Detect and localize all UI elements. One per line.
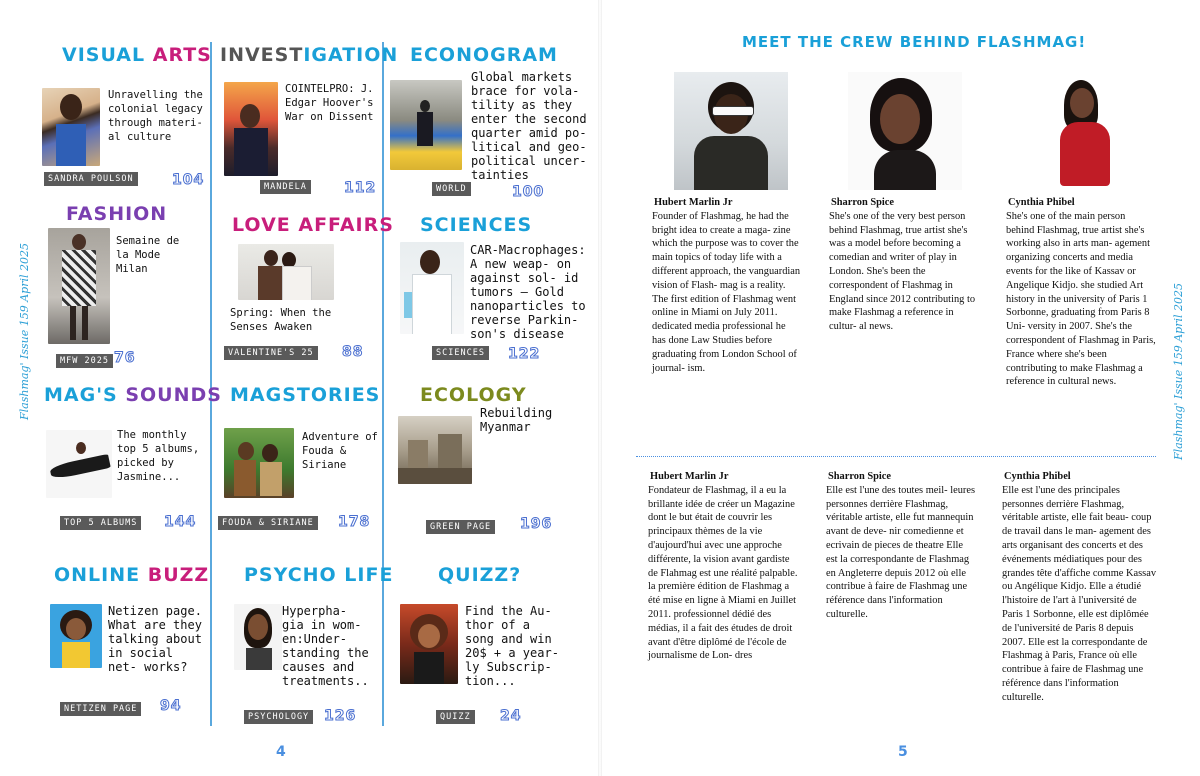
section-title-sciences[interactable]: SCIENCES [420,214,533,236]
psycho-life-image[interactable] [234,604,282,670]
page-ref-122[interactable]: 122 [508,346,541,362]
tag-quizz[interactable]: QUIZZ [436,710,475,724]
title-part: VISUAL [62,44,153,66]
bio-text: Fondateur de Flashmag, il a eu la brillante idée de créer un Magazine dont le but était de couvrir les principaux thèmes de la vie d'aujourd'hui avec une approche différente, la vision avant gardiste de Flahmag est une réalité palpable. la première édition de Flashmag a été mise en ligne à Miami en Juillet 2011. professionnel dédié des médias, il a fait des études de droit avant d'être diplômé de l'école de journalisme de Lon- dres [648,484,798,662]
bio-text: She's one of the main person behind Flashmag, true artist she's working also in arts man- agement organizing concerts and media events for the like of Kassav or Angelique Kidjo. she studied Art history in the university of Paris 1 Sorbonne, graduating from Paris 8 Uni- versity in 2007. She's the correspondent of Flashmag in Paris, France where she's been contributing to make Flashmag a reference in cultural news. [1006,210,1156,388]
spine-text-left: Flashmag' Issue 159 April 2025 [18,243,31,420]
page-ref-126[interactable]: 126 [324,708,357,724]
page-ref-144[interactable]: 144 [164,514,197,530]
bio-en-sharron [829,196,979,334]
section-title-quizz[interactable]: QUIZZ? [438,564,522,586]
bio-text: She's one of the very best person behind Flashmag, true artist she's was a model before becoming a comedian and writer of play in London. She's been the correspondent of Flashmag in England since 2012 contributing to make Flashmag a reference in cultur- al news. [829,210,976,333]
name-hubert: Hubert Marlin Jr [654,197,733,208]
visual-arts-image[interactable] [42,88,100,166]
title-part: IGATION [303,44,399,66]
name-hubert: Hubert Marlin Jr [650,471,729,482]
bio-text: Founder of Flashmag, he had the bright idea to create a maga- zine which the purpose was to cover the main topics of today life with a different approach, the vanguardian vision of Flash- mag is a reality. The first edition of Flashmag went online in Miami on July 2011. dedicated media professional he has done Law Studies before graduating from London School of journal- ism. [652,210,801,374]
ecology-image[interactable] [398,416,472,484]
quizz-text: Find the Au- thor of a song and win 20$ + a year- ly Subscrip- tion... [465,604,559,688]
section-title-visual-arts[interactable] [62,44,212,66]
title-part: MAG'S [44,384,126,406]
section-title-econogram[interactable]: ECONOGRAM [410,44,558,66]
name-cynthia: Cynthia Phibel [1008,197,1075,208]
name-sharron: Sharron Spice [831,197,895,208]
tag-mandela[interactable]: MANDELA [260,180,311,194]
econogram-text: Global markets brace for vola- tility as they enter the second quarter amid po- litical and geo- political uncer- tainties [471,70,587,182]
title-part: INVEST [220,44,304,66]
mags-sounds-image[interactable] [46,430,112,498]
mags-sounds-text: The monthly top 5 albums, picked by Jasmine... [117,429,200,483]
sciences-image[interactable] [400,242,464,334]
page-gutter [598,0,602,776]
page-ref-112[interactable]: 112 [344,180,377,196]
tag-green-page[interactable]: GREEN PAGE [426,520,495,534]
name-cynthia: Cynthia Phibel [1004,471,1071,482]
spine-text-right: Flashmag' Issue 159 April 2025 [1172,283,1185,460]
page-ref-178[interactable]: 178 [338,514,371,530]
tag-world[interactable]: WORLD [432,182,471,196]
page-ref-100[interactable]: 100 [512,184,545,200]
bio-text: Elle est l'une des toutes meil- leures personnes derrière Flashmag, véritable artiste, elle fut mannequin avant de deve- nir comedienne et ecrivain de pieces de theatre Elle est la correspondante de Flashmag en Angleterre depuis 2012 où elle contribue à faire de Flashmag une référence dans l'information culturelle. [826,484,976,620]
name-sharron: Sharron Spice [828,471,892,482]
online-buzz-text: Netizen page. What are they talking about in social net- works? [108,604,202,674]
sciences-text: CAR-Macrophages: A new weap- on against sol- id tumors – Gold nanoparticles to reverse Parkin- son's disease [470,243,586,341]
crew-title: MEET THE CREW BEHIND FLASHMAG! [742,33,1087,51]
section-title-fashion[interactable]: FASHION [66,203,168,225]
page-number-right: 5 [898,744,908,760]
photo-hubert-marlin-jr [674,72,788,190]
bio-fr-cynthia [1002,470,1156,705]
page-number-left: 4 [276,744,286,760]
tag-sciences[interactable]: SCIENCES [432,346,489,360]
tag-netizen-page[interactable]: NETIZEN PAGE [60,702,141,716]
tag-fouda-siriane[interactable]: FOUDA & SIRIANE [218,516,318,530]
section-title-investigation[interactable] [220,44,398,66]
tag-psychology[interactable]: PSYCHOLOGY [244,710,313,724]
love-affairs-image[interactable] [238,244,334,300]
online-buzz-image[interactable] [50,604,102,668]
investigation-text: COINTELPRO: J. Edgar Hoover's War on Dissent [285,83,374,123]
page-ref-88[interactable]: 88 [342,344,364,360]
psycho-life-text: Hyperpha- gia in wom- en:Under- standing the causes and treatments.. [282,604,369,688]
page-ref-94[interactable]: 94 [160,698,182,714]
page-ref-196[interactable]: 196 [520,516,553,532]
photo-sharron-spice [848,72,962,190]
title-part: ARTS [152,44,212,66]
fashion-text: Semaine de la Mode Milan [116,235,180,275]
investigation-image[interactable] [224,82,278,176]
bio-fr-sharron [826,470,976,622]
tag-valentines-25[interactable]: VALENTINE'S 25 [224,346,318,360]
bio-en-cynthia [1006,196,1156,389]
bio-fr-hubert [648,470,798,663]
tag-top-5-albums[interactable]: TOP 5 ALBUMS [60,516,141,530]
fashion-image[interactable] [48,228,110,344]
ecology-text: Rebuilding Myanmar [480,406,553,434]
section-title-online-buzz[interactable] [54,564,209,586]
tag-mfw-2025[interactable]: MFW 2025 [56,354,113,368]
column-divider-2 [382,42,384,726]
title-part: ONLINE [54,564,148,586]
title-part: SOUNDS [125,384,222,406]
section-title-psycho-life[interactable]: PSYCHO LIFE [244,564,394,586]
econogram-image[interactable] [390,80,462,170]
title-part: BUZZ [147,564,210,586]
divider [636,456,1156,457]
section-title-ecology[interactable]: ECOLOGY [420,384,527,406]
section-title-mags-sounds[interactable] [44,384,222,406]
bio-text: Elle est l'une des principales personnes derrière Flashmag, véritable artiste, elle fait beau- coup de travail dans le man- agement des arts organisant des concerts et des événements médiatiques pour des grandes tête d'affiche comme Kassav ou Angélique Kidjo. Elle a étudié l'histoire de l'art à l'université de Paris 1 Sorbonne, elle est diplômée de l'université de Paris 8 depuis 2007. Elle est la correspondante de Flashmag à Paris, France où elle contribue à faire de Flashmag une référence dans l'information culturelle. [1002,484,1157,703]
page-ref-104[interactable]: 104 [172,172,205,188]
magstories-image[interactable] [224,428,294,498]
section-title-magstories[interactable]: MAGSTORIES [230,384,381,406]
love-affairs-text: Spring: When the Senses Awaken [230,307,332,333]
photo-cynthia-phibel [1030,72,1144,190]
section-title-love-affairs[interactable]: LOVE AFFAIRS [232,214,394,236]
visual-arts-text: Unravelling the colonial legacy through materi- al culture [108,89,203,143]
magstories-text: Adventure of Fouda & Siriane [302,431,378,471]
quizz-image[interactable] [400,604,458,684]
page-ref-24[interactable]: 24 [500,708,522,724]
tag-sandra-poulson[interactable]: SANDRA POULSON [44,172,138,186]
bio-en-hubert [652,196,802,375]
page-ref-76[interactable]: 76 [114,350,136,366]
